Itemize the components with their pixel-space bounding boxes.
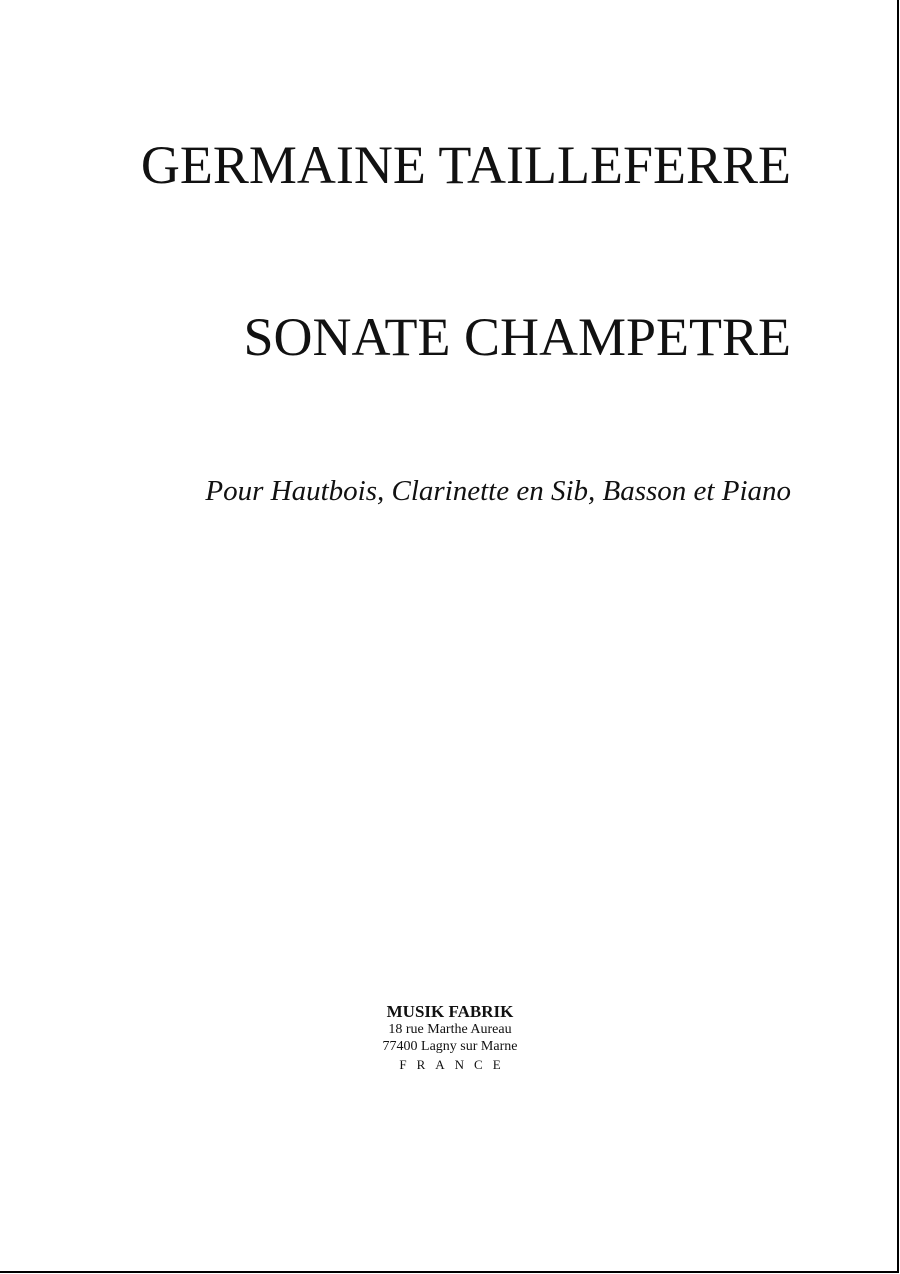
publisher-street: 18 rue Marthe Aureau xyxy=(388,1022,512,1038)
publisher-city: 77400 Lagny sur Marne xyxy=(382,1039,518,1055)
publisher-country: FRANCE xyxy=(399,1056,511,1072)
publisher-name: MUSIK FABRIK xyxy=(386,1002,514,1021)
publisher-block xyxy=(300,1002,600,1073)
composer-name: GERMAINE TAILLEFERRE xyxy=(140,135,791,195)
instrumentation: Pour Hautbois, Clarinette en Sib, Basson et Piano xyxy=(205,475,791,507)
work-title: SONATE CHAMPETRE xyxy=(243,307,791,367)
